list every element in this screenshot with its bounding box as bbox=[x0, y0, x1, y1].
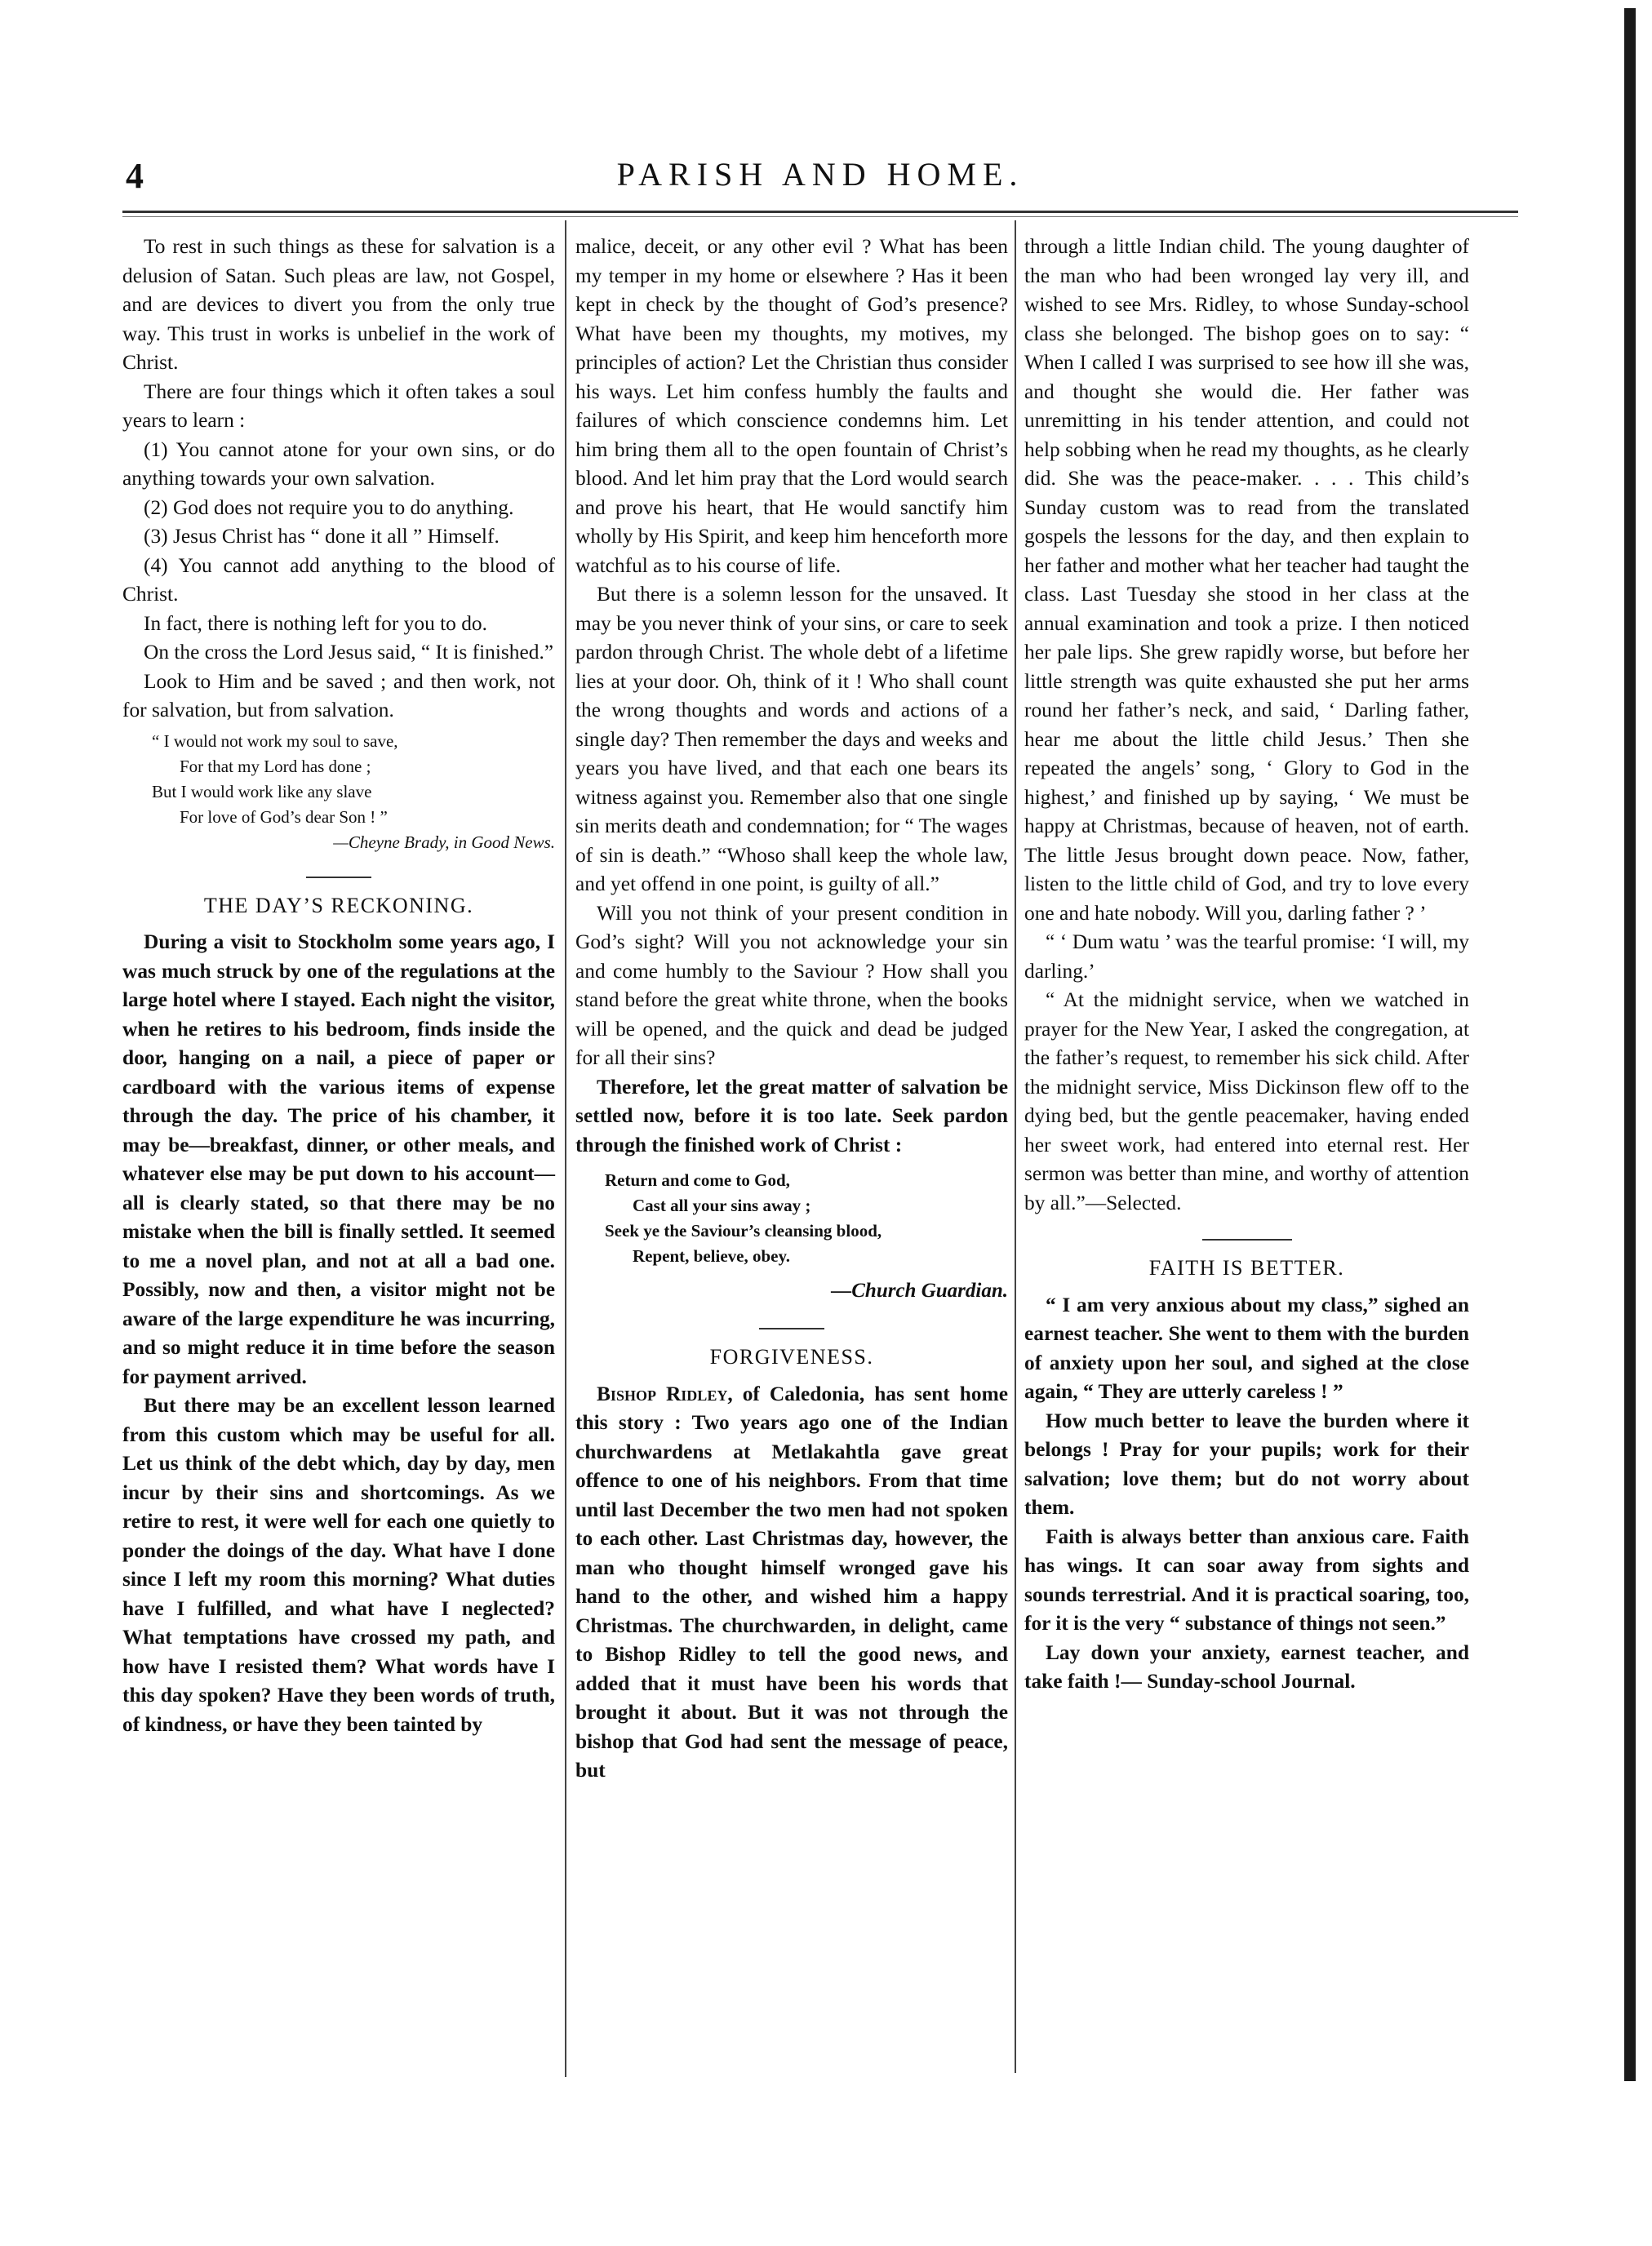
header-rule-thin bbox=[122, 216, 1518, 217]
section-rule bbox=[759, 1328, 824, 1329]
column-1 bbox=[122, 233, 555, 1739]
scan-edge bbox=[1624, 8, 1636, 2081]
header-rule bbox=[122, 211, 1518, 213]
paragraph: Therefore, let the great matter of salvation be settled now, before it is too late. Seek pardon through the finished work of Christ : bbox=[575, 1075, 1008, 1156]
poem-line: Seek ye the Saviour’s cleansing blood, bbox=[605, 1221, 882, 1241]
paragraph: Lay down your anxiety, earnest teacher, and take faith !— Sunday-school Journal. bbox=[1024, 1640, 1469, 1693]
lead-name: Bishop Ridley bbox=[597, 1382, 728, 1405]
column-divider bbox=[565, 220, 566, 2077]
section-heading: THE DAY’S RECKONING. bbox=[203, 893, 474, 917]
poem-line: But I would work like any slave bbox=[152, 781, 372, 801]
paragraph-text: , of Caledonia, has sent home this story : Two years ago one of the Indian churchwardens at Metlakahtla gave great offence to one of his neighbors. From that time until last December the two men had not spoken to each other. Last Christmas day, however, the man who thought himself wronged gave his hand to the other, and wished him a happy Christmas. The churchwarden, in delight, came to Bishop Ridley to tell the good news, and added that it must have been his words that brought it about. But it was not through the bishop that God had sent the message of peace, but bbox=[575, 1382, 1008, 1782]
page-header bbox=[122, 155, 1518, 196]
article-body bbox=[575, 1380, 1008, 1786]
poem-line: Return and come to God, bbox=[605, 1170, 790, 1190]
paragraph: “ At the midnight service, when we watched in prayer for the New Year, I asked the congregation, at the father’s request, to remember his sick child. After the midnight service, Miss Dickinson flew off to the dying bed, but the gentle peacemaker, having ended her sweet work, had entered into eternal rest. Her sermon was better than mine, and worthy of attention by all.”—Selected. bbox=[1024, 988, 1469, 1214]
poem bbox=[575, 1168, 1008, 1269]
paragraph: But there may be an excellent lesson learned from this custom which may be useful for all. Let us think of the debt which, day by day, men incur by their sins and shortcomings. As we retire to rest, it were well for each one quietly to ponder the doings of the day. What have I done since I left my room this morning? What duties have I fulfilled, and what have I neglected? What temptations have crossed my path, and how have I resisted them? What words have I this day spoken? Have they been words of truth, of kindness, or have they been tainted by bbox=[122, 1394, 555, 1736]
poem-line: Cast all your sins away ; bbox=[633, 1196, 811, 1215]
column-3 bbox=[1024, 233, 1469, 1697]
paragraph: During a visit to Stockholm some years ago, I was much struck by one of the regulations at the large hotel where I stayed. Each night the visitor, when he retires to his bedroom, finds inside the door, hanging on a nail, a piece of paper or cardboard with the various items of expense through the day. The price of his chamber, it may be—breakfast, dinner, or other meals, and whatever else may be put down to his account—all is clearly stated, so that there may be no mistake when the bill is finally settled. It seemed to me a novel plan, and not at all a bad one. Possibly, now and then, a visitor might not be aware of the large expenditure he was incurring, and so might reduce it in time before the season for payment arrived. bbox=[122, 930, 555, 1388]
article-body bbox=[122, 928, 555, 1739]
column-divider bbox=[1015, 220, 1016, 2073]
section-rule bbox=[306, 877, 371, 878]
poem-line: “ I would not work my soul to save, bbox=[152, 730, 398, 751]
poem-line: Repent, believe, obey. bbox=[633, 1246, 791, 1266]
column-2 bbox=[575, 233, 1008, 1786]
paragraph: Will you not think of your present condition in God’s sight? Will you not acknowledge your sin and come humbly to the Saviour ? How shall you stand before the great white throne, when the books will be opened, and the quick and dead be judged for all their sins? bbox=[575, 901, 1008, 1069]
paragraph: In fact, there is nothing left for you to do. bbox=[144, 611, 487, 635]
poem-attribution: —Church Guardian. bbox=[831, 1280, 1008, 1302]
paragraph: malice, deceit, or any other evil ? What has been my temper in my home or elsewhere ? Has it been kept in check by the thought of God’s presence? What have been my thoughts, my motives, my principles of action? Let the Christian thus consider his ways. Let him confess humbly the faults and failures of which conscience condemns him. Let him bring them all to the open fountain of Christ’s blood. And let him pray that the Lord would search and prove his heart, that He would sanctify him wholly by His Spirit, and keep him henceforth more watchful as to his course of life. bbox=[575, 235, 1008, 577]
article-body bbox=[1024, 1291, 1469, 1697]
paragraph: But there is a solemn lesson for the unsaved. It may be you never think of your sins, or care to seek pardon through Christ. The whole debt of a lifetime lies at your door. Oh, think of it ! Who shall count the wrong thoughts and words and actions of a single day? Then remember the days and weeks and years you have lived, and that each one bears its witness against you. Remember also that one single sin merits death and condemnation; for “ The wages of sin is death.” “Whoso shall keep the whole law, and yet offend in one point, is guilty of all.” bbox=[575, 583, 1008, 895]
paragraph: There are four things which it often takes a soul years to learn : bbox=[122, 380, 555, 432]
poem bbox=[122, 729, 555, 855]
poem-line: For that my Lord has done ; bbox=[180, 756, 371, 776]
paragraph: “ I am very anxious about my class,” sighed an earnest teacher. She went to them with the burden of anxiety upon her soul, and sighed at the close again, “ They are utterly careless ! ” bbox=[1024, 1293, 1469, 1403]
running-title: PARISH AND HOME. bbox=[616, 156, 1024, 193]
paragraph: Faith is always better than anxious care. Faith has wings. It can soar away from sights and sounds terrestrial. And it is practical soaring, too, for it is the very “ substance of things not seen.” bbox=[1024, 1525, 1469, 1635]
paragraph: (4) You cannot add anything to the blood of Christ. bbox=[122, 553, 555, 606]
section-rule bbox=[1202, 1239, 1292, 1241]
section-heading: FAITH IS BETTER. bbox=[1148, 1256, 1345, 1280]
paragraph: To rest in such things as these for salvation is a delusion of Satan. Such pleas are law, not Gospel, and are devices to divert you from the only true way. This trust in works is unbelief in the work of Christ. bbox=[122, 235, 555, 374]
section-heading: FORGIVENESS. bbox=[709, 1345, 874, 1369]
paragraph: (3) Jesus Christ has “ done it all ” Himself. bbox=[144, 525, 500, 548]
paragraph bbox=[575, 1380, 1008, 1786]
paragraph: Look to Him and be saved ; and then work, not for salvation, but from salvation. bbox=[122, 669, 555, 721]
paragraph: (2) God does not require you to do anything. bbox=[144, 495, 514, 519]
page-number: 4 bbox=[126, 156, 144, 196]
paragraph: (1) You cannot atone for your own sins, or do anything towards your own salvation. bbox=[122, 437, 555, 490]
poem-attribution: —Cheyne Brady, in Good News. bbox=[333, 832, 555, 852]
paragraph: How much better to leave the burden where it belongs ! Pray for your pupils; work for their salvation; love them; but do not worry about them. bbox=[1024, 1409, 1469, 1519]
paragraph: On the cross the Lord Jesus said, “ It is finished.” bbox=[144, 641, 554, 664]
poem-line: For love of God’s dear Son ! ” bbox=[180, 806, 388, 827]
paragraph: through a little Indian child. The young daughter of the man who had been wronged lay very ill, and wished to see Mrs. Ridley, to whose Sunday-school class she belonged. The bishop goes on to say: “ When I called I was surprised to see how ill she was, and thought she would die. Her father was unremitting in his tender attention, and could not help sobbing when he read my thoughts, as he clearly did. She was the peace-maker. . . . This child’s Sunday custom was to read from the translated gospels the lessons for the day, and then explain to her father and mother what her teacher had taught the class. Last Tuesday she stood in her class at the annual examination and took a prize. I then noticed her pale lips. She grew rapidly worse, but before her little strength was quite exhausted she put her arms round her father’s neck, and said, ‘ Darling father, hear me about the little child Jesus.’ Then she repeated the angels’ song, ‘ Glory to God in the highest,’ and finished up by saying, ‘ We must be happy at Christmas, because of heaven, not of earth. The little Jesus brought down peace. Now, father, listen to the little child of God, and try to love every one and hate nobody. Will you, darling father ? ’ bbox=[1024, 235, 1469, 925]
paragraph: “ ‘ Dum watu ’ was the tearful promise: ‘I will, my darling.’ bbox=[1024, 930, 1469, 983]
